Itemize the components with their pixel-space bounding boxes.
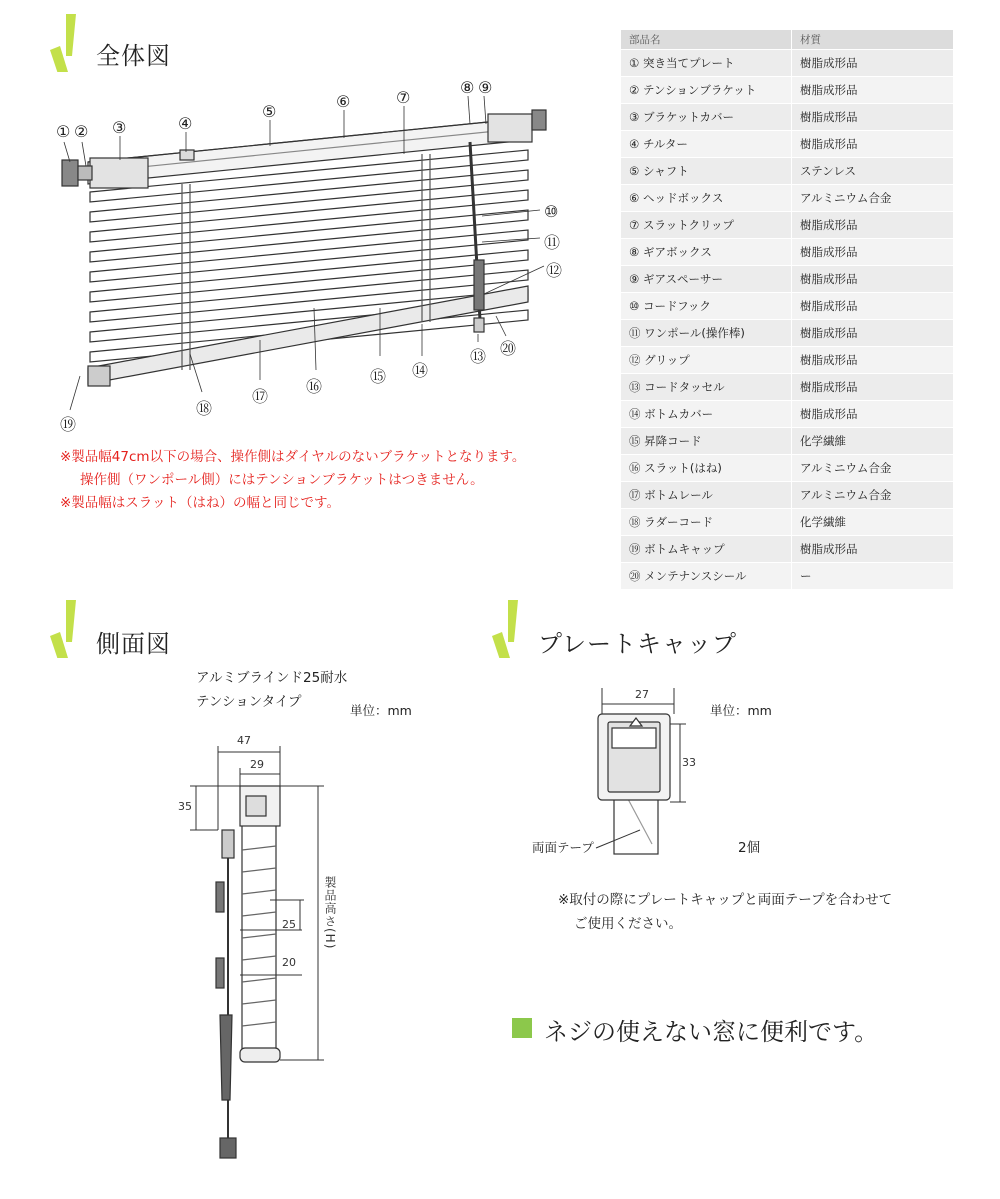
part-name-cell: ② テンションブラケット: [629, 83, 757, 97]
side-product-name: アルミブラインド25耐水: [196, 670, 348, 686]
side-view-diagram: [170, 730, 370, 1170]
table-row: [621, 77, 953, 104]
tape-leader-line: [594, 826, 644, 856]
table-row: [621, 131, 953, 158]
part-material-cell: アルミニウム合金: [791, 482, 953, 508]
note-line-2: 操作側（ワンポール側）にはテンションブラケットはつきません。: [80, 472, 484, 488]
table-row: [621, 455, 953, 482]
cap-dim-33: 33: [682, 756, 696, 769]
table-row: [621, 536, 953, 563]
callout-11: ⑪: [544, 233, 561, 252]
table-row: [621, 50, 953, 77]
cap-unit-label: 単位：mm: [710, 703, 772, 718]
table-row: [621, 239, 953, 266]
part-material-cell: 樹脂成形品: [791, 293, 953, 319]
exclaim-mark-icon: [488, 598, 524, 658]
part-material-cell: 樹脂成形品: [791, 212, 953, 238]
part-name-cell: ⑬ コードタッセル: [629, 380, 725, 394]
part-material-cell: 化学繊維: [791, 509, 953, 535]
callout-15: ⑮: [370, 367, 387, 386]
section-title-side: 側面図: [96, 630, 171, 658]
part-material-cell: アルミニウム合金: [791, 455, 953, 481]
part-material-cell: 化学繊維: [791, 428, 953, 454]
dim-35: 35: [178, 800, 192, 813]
dim-25: 25: [282, 918, 296, 931]
callout-1: ①: [56, 122, 71, 141]
part-name-cell: ⑨ ギアスペーサー: [629, 272, 724, 286]
dim-29: 29: [250, 758, 264, 771]
part-name-cell: ⑯ スラット(はね): [629, 461, 722, 475]
callout-13: ⑬: [470, 347, 487, 366]
callout-12: ⑫: [546, 261, 563, 280]
side-type-name: テンションタイプ: [196, 694, 302, 710]
part-material-cell: 樹脂成形品: [791, 347, 953, 373]
parts-table: [621, 30, 953, 590]
part-material-cell: 樹脂成形品: [791, 401, 953, 427]
part-name-cell: ⑮ 昇降コード: [629, 434, 702, 448]
part-material-cell: 樹脂成形品: [791, 50, 953, 76]
part-name-cell: ⑪ ワンポール(操作棒): [629, 326, 745, 340]
table-header: [621, 30, 953, 50]
callout-18: ⑱: [196, 399, 213, 418]
table-row: [621, 293, 953, 320]
callout-8: ⑧: [460, 78, 475, 97]
part-name-cell: ⑰ ボトムレール: [629, 488, 713, 502]
callout-7: ⑦: [396, 88, 411, 107]
header-name: 部品名: [629, 34, 661, 46]
callout-4: ④: [178, 114, 193, 133]
header-material: 材質: [791, 30, 953, 49]
callout-5: ⑤: [262, 102, 277, 121]
part-name-cell: ⑥ ヘッドボックス: [629, 191, 724, 205]
table-row: [621, 104, 953, 131]
table-row: [621, 158, 953, 185]
part-material-cell: 樹脂成形品: [791, 266, 953, 292]
table-row: [621, 320, 953, 347]
part-material-cell: 樹脂成形品: [791, 239, 953, 265]
part-name-cell: ⑩ コードフック: [629, 299, 711, 313]
cap-dim-27: 27: [635, 688, 649, 701]
part-material-cell: 樹脂成形品: [791, 77, 953, 103]
part-material-cell: 樹脂成形品: [791, 320, 953, 346]
callout-9: ⑨: [478, 78, 493, 97]
table-row: [621, 401, 953, 428]
feature-box-icon: [512, 1018, 532, 1038]
table-row: [621, 347, 953, 374]
cap-note-2: ご使用ください。: [574, 916, 682, 932]
part-material-cell: 樹脂成形品: [791, 104, 953, 130]
callout-19: ⑲: [60, 415, 77, 434]
height-label: 製品高さ(H): [323, 876, 337, 950]
table-row: [621, 185, 953, 212]
blind-overall-diagram: [50, 80, 610, 430]
part-name-cell: ⑫ グリップ: [629, 353, 690, 367]
part-name-cell: ⑭ ボトムカバー: [629, 407, 714, 421]
part-name-cell: ⑱ ラダーコード: [629, 515, 714, 529]
table-row: [621, 509, 953, 536]
part-name-cell: ⑲ ボトムキャップ: [629, 542, 725, 556]
callout-6: ⑥: [336, 92, 351, 111]
part-material-cell: 樹脂成形品: [791, 131, 953, 157]
table-row: [621, 212, 953, 239]
part-material-cell: 樹脂成形品: [791, 374, 953, 400]
part-material-cell: ステンレス: [791, 158, 953, 184]
part-name-cell: ⑦ スラットクリップ: [629, 218, 735, 232]
dim-47: 47: [237, 734, 251, 747]
part-name-cell: ⑳ メンテナンスシール: [629, 569, 747, 583]
exclaim-mark-icon: [46, 598, 82, 658]
cap-note-1: ※取付の際にプレートキャップと両面テープを合わせて: [558, 892, 893, 908]
tape-label: 両面テープ: [532, 840, 594, 855]
part-name-cell: ⑧ ギアボックス: [629, 245, 712, 259]
part-name-cell: ⑤ シャフト: [629, 164, 689, 178]
section-title-overall: 全体図: [96, 42, 171, 70]
table-row: [621, 374, 953, 401]
dim-20: 20: [282, 956, 296, 969]
callout-3: ③: [112, 118, 127, 137]
table-row: [621, 266, 953, 293]
note-line-3: ※製品幅はスラット（はね）の幅と同じです。: [60, 495, 340, 511]
part-material-cell: アルミニウム合金: [791, 185, 953, 211]
callout-2: ②: [74, 122, 89, 141]
callout-20: ⑳: [500, 339, 517, 358]
part-material-cell: 樹脂成形品: [791, 536, 953, 562]
part-name-cell: ① 突き当てプレート: [629, 56, 735, 70]
callout-10: ⑩: [544, 202, 559, 221]
callout-17: ⑰: [252, 387, 269, 406]
callout-16: ⑯: [306, 377, 323, 396]
feature-text: ネジの使えない窓に便利です。: [544, 1018, 879, 1046]
part-name-cell: ③ ブラケットカバー: [629, 110, 735, 124]
table-row: [621, 563, 953, 590]
part-name-cell: ④ チルター: [629, 137, 688, 151]
callout-14: ⑭: [412, 361, 429, 380]
cap-qty: 2個: [738, 840, 761, 856]
note-line-1: ※製品幅47cm以下の場合、操作側はダイヤルのないブラケットとなります。: [60, 449, 526, 465]
exclaim-mark-icon: [46, 12, 82, 72]
table-row: [621, 428, 953, 455]
part-material-cell: ー: [791, 563, 953, 589]
table-row: [621, 482, 953, 509]
section-title-plate-cap: プレートキャップ: [538, 630, 738, 658]
side-unit-label: 単位：mm: [350, 703, 412, 718]
